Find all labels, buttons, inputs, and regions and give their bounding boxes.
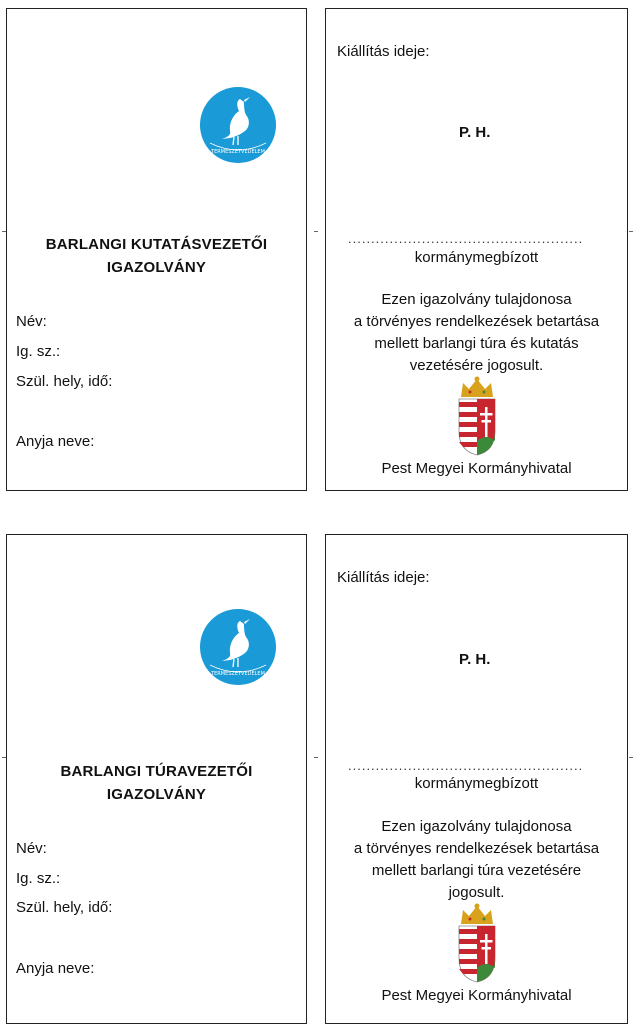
front-card-2 <box>6 534 307 1024</box>
issuing-office: Pest Megyei Kormányhivatal <box>381 460 572 477</box>
card-title <box>7 760 306 806</box>
card-title <box>7 233 306 279</box>
authorization-line-3: mellett barlangi túra és kutatás <box>374 335 579 352</box>
authorization-line-2: a törvényes rendelkezések betartása <box>353 840 600 857</box>
stamp-placeholder: P. H. <box>459 124 491 141</box>
fold-mark <box>314 757 318 758</box>
fold-mark <box>314 231 318 232</box>
title-line-2: IGAZOLVÁNY <box>106 259 207 276</box>
authorization-line-1: Ezen igazolvány tulajdonosa <box>381 291 572 308</box>
mother-name-label: Anyja neve: <box>16 960 95 977</box>
fold-mark <box>629 757 633 758</box>
hungarian-coat-of-arms-icon <box>455 902 499 984</box>
logo-caption: TERMÉSZETVÉDELEM <box>211 671 265 677</box>
fold-mark <box>2 231 6 232</box>
signer-title: kormánymegbízott <box>414 249 539 266</box>
title-line-1: BARLANGI TÚRAVEZETŐI <box>60 763 253 780</box>
authorization-line-1: Ezen igazolvány tulajdonosa <box>381 818 572 835</box>
issue-date-label: Kiállítás ideje: <box>337 569 430 586</box>
birth-place-date-label: Szül. hely, idő: <box>16 899 113 916</box>
back-card-2 <box>325 534 628 1024</box>
front-card-1 <box>6 8 307 491</box>
issuing-office: Pest Megyei Kormányhivatal <box>381 987 572 1004</box>
authorization-line-2: a törvényes rendelkezések betartása <box>353 313 600 330</box>
fold-mark <box>629 231 633 232</box>
title-line-1: BARLANGI KUTATÁSVEZETŐI <box>45 236 268 253</box>
id-number-label: Ig. sz.: <box>16 343 61 360</box>
issue-date-label: Kiállítás ideje: <box>337 43 430 60</box>
nature-protection-logo-icon <box>200 87 276 163</box>
birth-place-date-label: Szül. hely, idő: <box>16 373 113 390</box>
hungarian-coat-of-arms-icon <box>455 375 499 457</box>
signer-title: kormánymegbízott <box>414 775 539 792</box>
authorization-text <box>326 816 627 904</box>
authorization-line-3: mellett barlangi túra vezetésére <box>371 862 582 879</box>
signature-line: ................................................... <box>348 235 584 243</box>
mother-name-label: Anyja neve: <box>16 433 95 450</box>
logo-caption: TERMÉSZETVÉDELEM <box>211 149 265 155</box>
signature-line: ................................................... <box>348 762 584 770</box>
authorization-text <box>326 289 627 377</box>
authorization-line-4: jogosult. <box>448 884 505 901</box>
name-label: Név: <box>16 840 47 857</box>
name-label: Név: <box>16 313 47 330</box>
authorization-line-4: vezetésére jogosult. <box>409 357 544 374</box>
fold-mark <box>2 757 6 758</box>
nature-protection-logo-icon <box>200 609 276 685</box>
stamp-placeholder: P. H. <box>459 651 491 668</box>
title-line-2: IGAZOLVÁNY <box>106 786 207 803</box>
back-card-1 <box>325 8 628 491</box>
id-number-label: Ig. sz.: <box>16 870 61 887</box>
